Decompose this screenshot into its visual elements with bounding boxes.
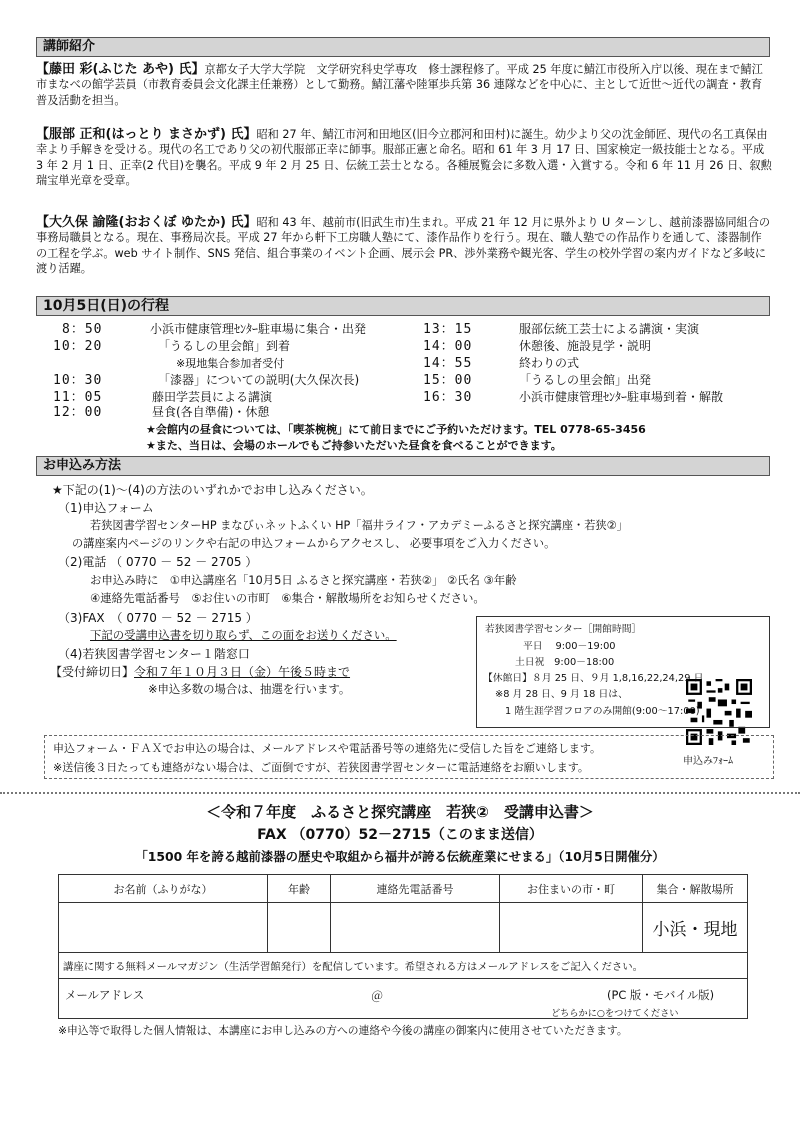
method-form-line1: 若狭図書学習センターHP まなびぃネットふくい HP「福井ライフ・アカデミーふるさと探究講座・若狭②」 [90,519,628,532]
notice-line: 申込フォーム・ＦＡＸでお申込の場合は、メールアドレスや電話番号等の連絡先に受信した旨をご連絡します。 [53,742,602,755]
application-form-table [58,874,748,1019]
notice-line: ※送信後３日たっても連絡がない場合は、ご面倒ですが、若狭図書学習センターに電話連絡をお願いします。 [53,761,589,774]
bio-hattori [36,127,784,188]
form-header-row [59,875,748,903]
bio-name: 【大久保 諭隆(おおくぼ ゆたか) 氏】 [36,215,257,230]
col-age-header: 年齢 [268,875,331,903]
phone-field[interactable] [331,903,500,953]
version-note: どちらかに○をつけてください [551,1008,679,1019]
method-phone-title: （2)電話 （ 0770 － 52 － 2705 ） [58,555,258,569]
hours-weekday: 平日 9:00－19:00 [523,641,616,652]
form-entry-row [59,903,748,953]
notice-box [44,735,774,779]
at-sign: ＠ [371,989,384,1003]
deadline-label: 【受付締切日】 [50,665,135,679]
lottery-note: ※申込多数の場合は、抽選を行います。 [148,682,351,696]
bio-okubo [36,215,772,276]
col-place-header: 集合・解散場所 [643,875,748,903]
deadline-value: 令和７年１０月３日（金）午後５時まで [134,665,351,679]
col-phone-header: 連絡先電話番号 [331,875,500,903]
hours-title: 若狭図書学習センター［開館時間］ [485,624,642,635]
method-fax-line: 下記の受講申込書を切り取らず、この面をお送りください。 [90,628,397,642]
mail-notice: 講座に関する無料メールマガジン（生活学習館発行）を配信しています。希望される方はメールアドレスをご記入ください。 [59,953,748,979]
method-phone-line2: ④連絡先電話番号 ⑤お住いの市町 ⑥集合・解散場所をお知らせください。 [90,591,485,605]
method-form-title: （1)申込フォーム [58,501,154,515]
form-fax: FAX （0770）52－2715（このまま送信） [257,827,543,843]
email-field[interactable] [59,979,748,1019]
application-intro: ★下記の(1)～(4)の方法のいずれかでお申し込みください。 [52,483,373,497]
meeting-place-field[interactable]: 小浜・現地 [643,903,748,953]
application-heading: お申込み方法 [36,456,770,476]
instructors-heading: 講師紹介 [36,37,770,57]
col-address-header: お住まいの市・町 [500,875,643,903]
schedule-note: ★会館内の昼食については、「喫茶椀椀」にて前日までにご予約いただけます。TEL 0778-65-3456 [146,423,646,436]
form-title: ＜令和７年度 ふるさと探究講座 若狭② 受講申込書＞ [206,803,594,821]
method-form-line2: の講座案内ページのリンクや右記の申込フォームからアクセスし、 必要事項をご入力ください。 [72,537,556,550]
cut-line [0,792,800,794]
deadline [50,663,350,680]
schedule-note: ★また、当日は、会場のホールでもご持参いただいた昼食を食べることができます。 [146,439,562,452]
bio-name: 【藤田 彩(ふじた あや) 氏】 [36,62,205,77]
form-subtitle: 「1500 年を誇る越前漆器の歴史や取組から福井が誇る伝統産業にせまる」（10月5日開催分） [135,849,665,864]
method-fax-title: （3)FAX （ 0770 － 52 － 2715 ） [58,611,258,625]
col-name-header: お名前（ふりがな） [59,875,268,903]
bio-text: 京都女子大学大学院 文学研究科史学専攻 修士課程修了。平成 25 年度に鯖江市役所入庁以後、現在まで鯖江市まなべの館学芸員（市教育委員会文化課主任兼務）として勤務。鯖江藩や陸軍歩兵第 36 連隊などを中心に、主として近世～近代の調査・教育普及活動を担当。 [36,63,763,107]
qr-label: 申込みﾌｫｰﾑ [683,756,733,767]
bio-text: 昭和 27 年、鯖江市河和田地区(旧今立郡河和田村)に誕生。幼少より父の沈金師匠、現代の名工真保由幸より手解きを受ける。現代の名工であり父の初代服部正幸に師事。服部正憲と命名。昭和 61 年 3 月 17 日、国家検定一級技能士となる。平成 3 年 2 月 1 日、正幸(2 代目)を襲名。平成 9 年 2 月 25 日、伝統工芸士となる。各種展覧会に多数入選・入賞する。令和 6 年 11 月 26 日、叙勲 瑞宝単光章を受章。 [36,128,784,187]
hours-weekend: 土日祝 9:00－18:00 [515,657,615,668]
email-label: メールアドレス [65,988,145,1002]
name-field[interactable] [59,903,268,953]
schedule-heading: 10月5日(日)の行程 [36,296,770,316]
version-choice[interactable]: (PC 版・モバイル版) [607,988,715,1002]
privacy-note: ※申込等で取得した個人情報は、本講座にお申し込みの方への連絡や今後の講座の御案内に使用させていただきます。 [58,1024,628,1037]
address-field[interactable] [500,903,643,953]
hours-closed: 【休館日】８月 25 日、９月 1,8,16,22,24,29 日 [483,673,704,684]
bio-name: 【服部 正和(はっとり まさかず) 氏】 [36,127,257,142]
bio-fujita [36,62,772,108]
form-mail-notice-row [59,953,748,979]
hours-special: ※8 月 28 日、9 月 18 日は、 [495,689,628,700]
bio-text: 昭和 43 年、越前市(旧武生市)生まれ。平成 21 年 12 月に県外より U ターンし、越前漆器協同組合の事務局職員となる。現在、事務局次長。平成 27 年から軒下工房職人塾にて、漆作品作りを行う。現在、職人塾での作品作りを通して、漆器制作の工程を学ぶ。web サイト制作、SNS 発信、組合事業のイベント企画、展示会 PR、渉外業務や観光客、学生の校外学習の案内ガイドなど多岐に渡り活躍。 [36,216,771,275]
form-email-row [59,979,748,1019]
method-counter: （4)若狭図書学習センター１階窓口 [58,647,250,661]
opening-hours-box [476,616,770,728]
hours-special-detail: 1 階生涯学習フロアのみ開館(9:00～17:00) [505,706,700,717]
method-phone-line1: お申込み時に ①申込講座名「10月5日 ふるさと探究講座・若狭②」 ②氏名 ③年齢 [90,573,517,587]
age-field[interactable] [268,903,331,953]
